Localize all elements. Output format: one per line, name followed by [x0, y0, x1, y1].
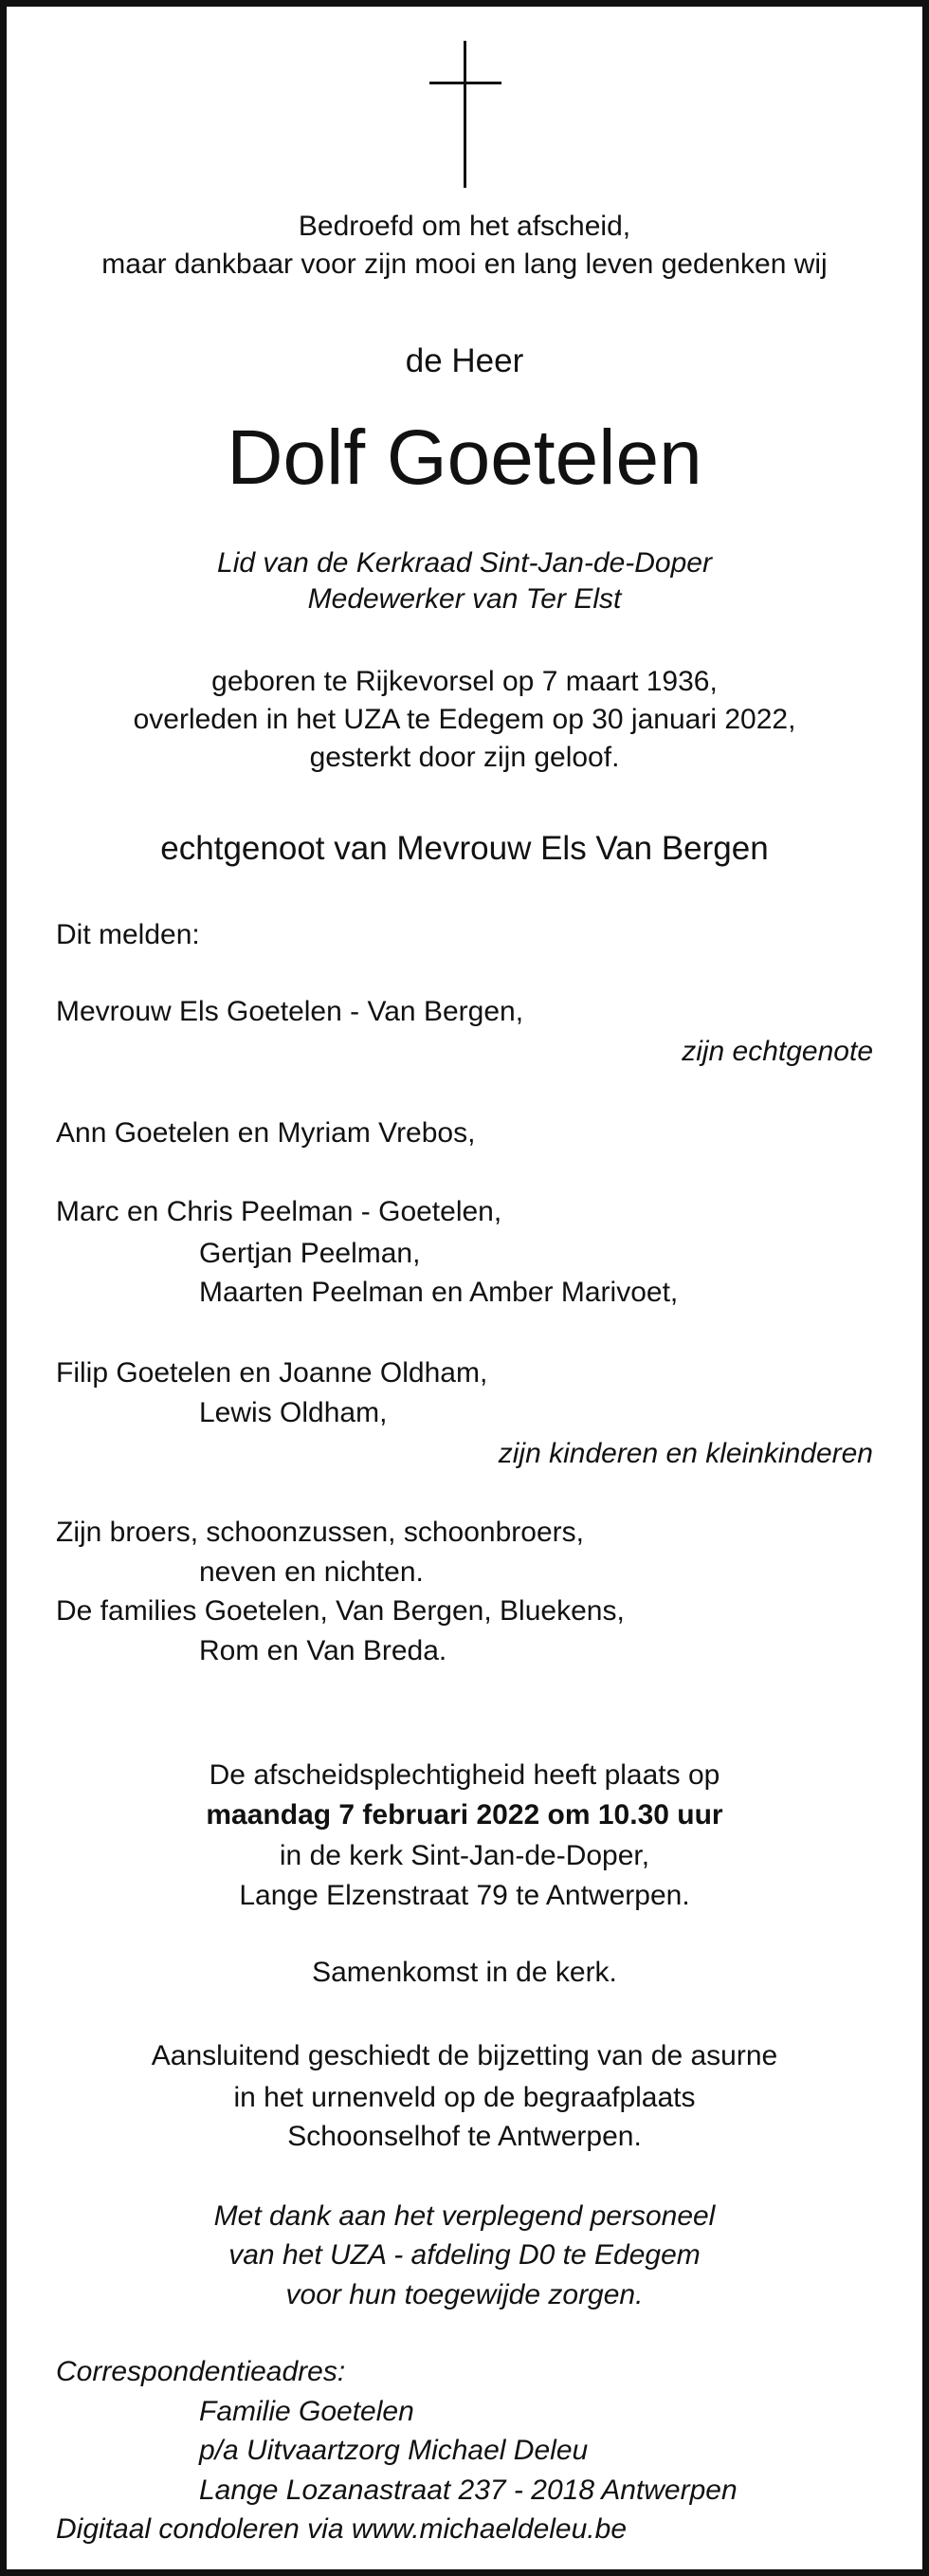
- family-role: zijn kinderen en kleinkinderen: [498, 1438, 873, 1469]
- family-line: neven en nichten.: [199, 1556, 424, 1588]
- life-line: geboren te Rijkevorsel op 7 maart 1936,: [211, 666, 718, 697]
- correspondence-line: Familie Goetelen: [199, 2396, 414, 2427]
- function-line: Medewerker van Ter Elst: [307, 583, 622, 615]
- family-line: Mevrouw Els Goetelen - Van Bergen,: [56, 996, 524, 1027]
- family-line: Marc en Chris Peelman - Goetelen,: [56, 1196, 502, 1227]
- family-line: Zijn broers, schoonzussen, schoonbroers,: [56, 1517, 584, 1548]
- title-prefix: de Heer: [405, 342, 524, 379]
- grandchild-line: Lewis Oldham,: [199, 1397, 388, 1428]
- grandchild-line: Gertjan Peelman,: [199, 1238, 421, 1269]
- intro-line: maar dankbaar voor zijn mooi en lang leven gedenken wij: [101, 248, 828, 280]
- online-condolence-link[interactable]: Digitaal condoleren via www.michaeldeleu.be: [56, 2513, 628, 2545]
- family-line: De families Goetelen, Van Bergen, Bluekens,: [56, 1595, 625, 1627]
- family-line: Rom en Van Breda.: [199, 1635, 447, 1666]
- family-line: Ann Goetelen en Myriam Vrebos,: [56, 1117, 476, 1149]
- thanks-line: voor hun toegewijde zorgen.: [285, 2279, 644, 2310]
- burial-line: Schoonselhof te Antwerpen.: [287, 2121, 642, 2152]
- ceremony-datetime: maandag 7 februari 2022 om 10.30 uur: [206, 1799, 723, 1831]
- announcers-label: Dit melden:: [56, 919, 200, 950]
- ceremony-line: Lange Elzenstraat 79 te Antwerpen.: [239, 1880, 690, 1911]
- family-line: Filip Goetelen en Joanne Oldham,: [56, 1357, 488, 1389]
- burial-line: in het urnenveld op de begraafplaats: [233, 2082, 696, 2113]
- burial-line: Aansluitend geschiedt de bijzetting van de asurne: [151, 2040, 778, 2071]
- cross-icon: [429, 41, 501, 188]
- thanks-line: Met dank aan het verplegend personeel: [213, 2200, 716, 2232]
- life-line: gesterkt door zijn geloof.: [309, 742, 620, 773]
- spouse-line: echtgenoot van Mevrouw Els Van Bergen: [160, 830, 769, 867]
- correspondence-label: Correspondentieadres:: [56, 2356, 346, 2387]
- correspondence-line: p/a Uitvaartzorg Michael Deleu: [199, 2435, 589, 2466]
- gathering-line: Samenkomst in de kerk.: [312, 1957, 617, 1988]
- family-role: zijn echtgenote: [682, 1036, 873, 1067]
- thanks-line: van het UZA - afdeling D0 te Edegem: [228, 2239, 701, 2271]
- grandchild-line: Maarten Peelman en Amber Marivoet,: [199, 1277, 679, 1308]
- ceremony-line: De afscheidsplechtigheid heeft plaats op: [209, 1759, 720, 1791]
- life-line: overleden in het UZA te Edegem op 30 januari 2022,: [133, 704, 796, 735]
- ceremony-line: in de kerk Sint-Jan-de-Doper,: [279, 1840, 650, 1871]
- correspondence-line: Lange Lozanastraat 237 - 2018 Antwerpen: [199, 2475, 738, 2506]
- intro-line: Bedroefd om het afscheid,: [298, 211, 631, 242]
- deceased-name: Dolf Goetelen: [227, 414, 702, 501]
- function-line: Lid van de Kerkraad Sint-Jan-de-Doper: [217, 547, 712, 579]
